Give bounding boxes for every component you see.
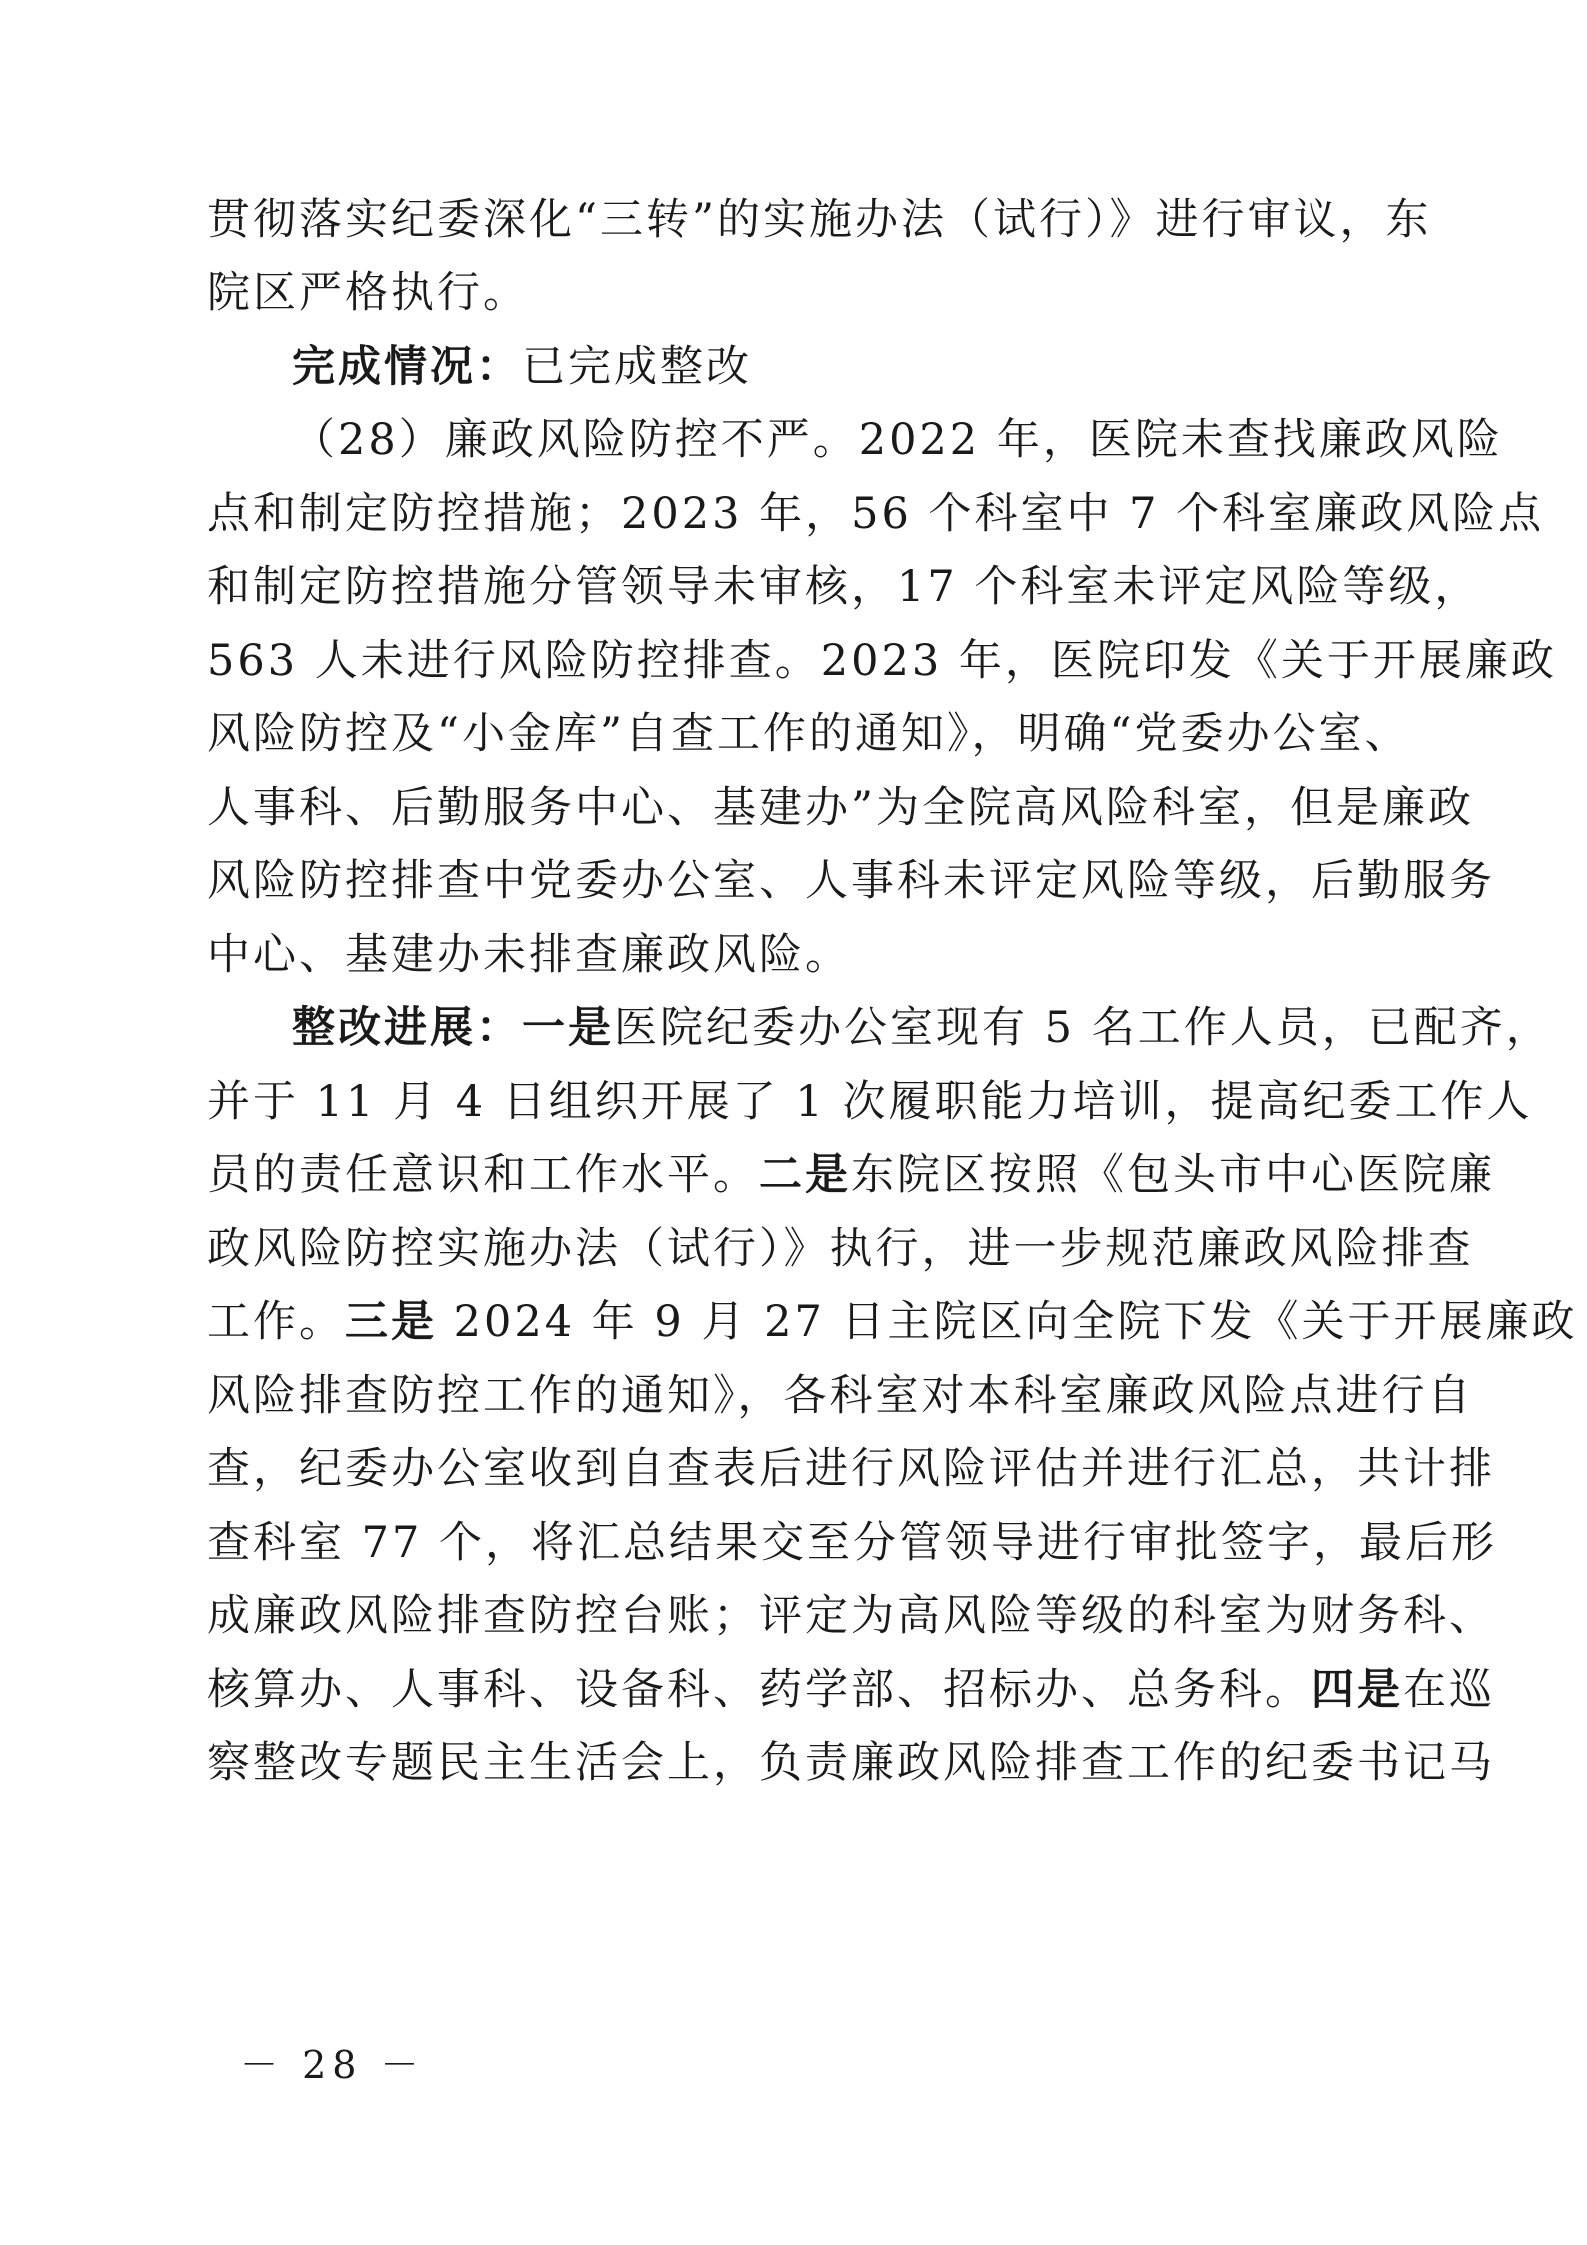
progress-line <box>207 1145 1495 1205</box>
progress-line: 成廉政风险排查防控台账；评定为高风险等级的科室为财务科、 <box>207 1591 1495 1641</box>
issue-line: 点和制定防控措施；2023 年，56 个科室中 7 个科室廉政风险点 <box>207 489 1545 539</box>
issue-line: 563 人未进行风险防控排查。2023 年，医院印发《关于开展廉政 <box>207 636 1557 686</box>
progress-text: 2024 年 9 月 27 日主院区向全院下发《关于开展廉政 <box>437 1297 1578 1347</box>
progress-line: 查，纪委办公室收到自查表后进行风险评估并进行汇总，共计排 <box>207 1444 1495 1494</box>
progress-line <box>292 998 1552 1058</box>
body-line: 院区严格执行。 <box>207 268 529 318</box>
progress-marker: 三是 <box>345 1297 437 1347</box>
progress-line: 察整改专题民主生活会上，负责廉政风险排查工作的纪委书记马 <box>207 1738 1495 1788</box>
progress-line: 政风险防控实施办法（试行）》执行，进一步规范廉政风险排查 <box>207 1224 1474 1274</box>
progress-line <box>207 1292 1578 1352</box>
progress-text: 在巡 <box>1403 1665 1495 1715</box>
issue-line: 风险防控及“小金库”自查工作的通知》，明确“党委办公室、 <box>207 709 1411 759</box>
issue-line: 和制定防控措施分管领导未审核，17 个科室未评定风险等级， <box>207 562 1481 612</box>
progress-label: 整改进展： <box>292 1003 522 1053</box>
progress-line: 风险排查防控工作的通知》，各科室对本科室廉政风险点进行自 <box>207 1371 1474 1421</box>
completion-status-label: 完成情况： <box>292 342 522 392</box>
progress-text: 工作。 <box>207 1297 345 1347</box>
progress-marker: 二是 <box>759 1150 851 1200</box>
completion-status-line <box>292 337 1387 397</box>
progress-text: 东院区按照《包头市中心医院廉 <box>851 1150 1495 1200</box>
completion-status-text: 已完成整改 <box>522 342 752 392</box>
progress-marker: 一是 <box>522 1003 614 1053</box>
progress-line: 并于 11 月 4 日组织开展了 1 次履职能力培训，提高纪委工作人 <box>207 1077 1533 1127</box>
progress-line <box>207 1660 1495 1720</box>
body-line: 贯彻落实纪委深化“三转”的实施办法（试行）》进行审议，东 <box>207 195 1432 245</box>
issue-line: 中心、基建办未排查廉政风险。 <box>207 930 851 980</box>
page-number: － 28 － <box>240 2043 425 2087</box>
progress-marker: 四是 <box>1311 1665 1403 1715</box>
progress-text: 员的责任意识和工作水平。 <box>207 1150 759 1200</box>
issue-line: 风险防控排查中党委办公室、人事科未评定风险等级，后勤服务 <box>207 856 1495 906</box>
progress-text: 核算办、人事科、设备科、药学部、招标办、总务科。 <box>207 1665 1311 1715</box>
issue-line: （28）廉政风险防控不严。2022 年，医院未查找廉政风险 <box>292 415 1503 465</box>
issue-line: 人事科、后勤服务中心、基建办”为全院高风险科室，但是廉政 <box>207 783 1474 833</box>
progress-line: 查科室 77 个，将汇总结果交至分管领导进行审批签字，最后形 <box>207 1518 1498 1568</box>
progress-text: 医院纪委办公室现有 5 名工作人员，已配齐， <box>614 1003 1552 1053</box>
